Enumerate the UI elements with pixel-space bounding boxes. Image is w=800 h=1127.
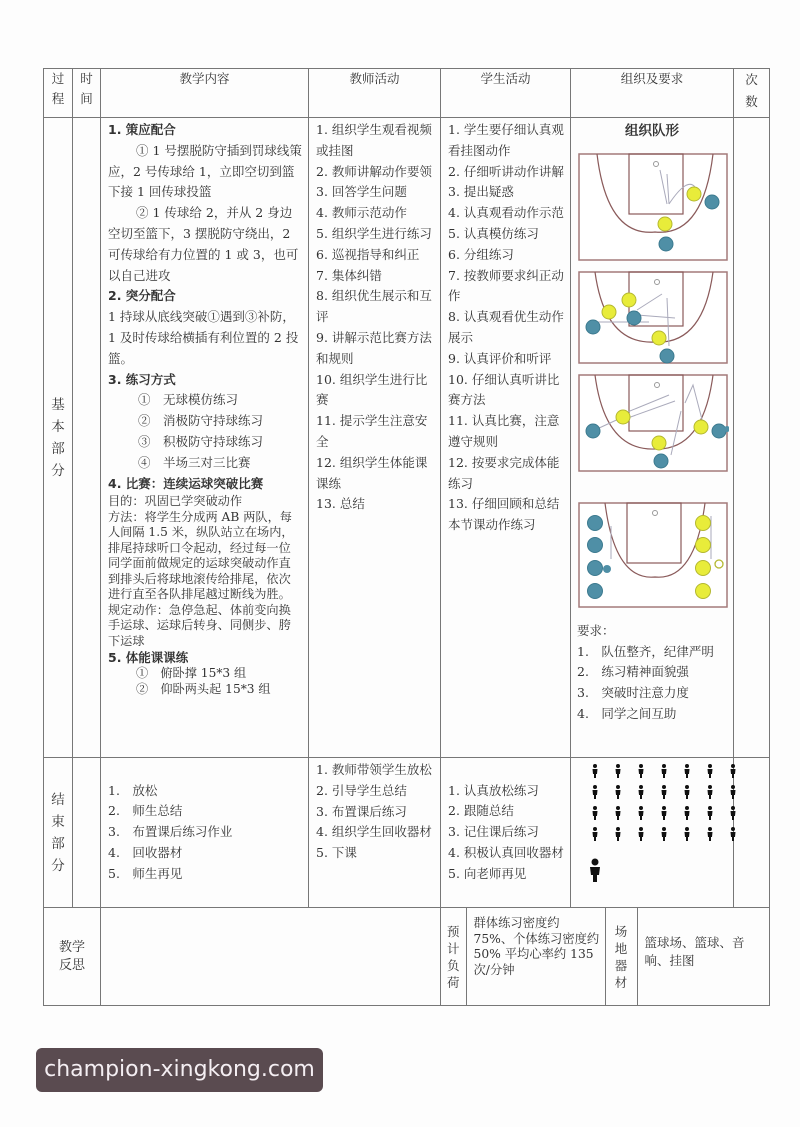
list-item: 13. 总结 [316,496,365,512]
section-title: 1. 策应配合 [108,122,176,137]
list-item: 13. 仔细回顾和总结本节课动作练习 [448,496,560,533]
student-icon [583,785,606,802]
student-icon [652,764,675,781]
header-teacher: 教师活动 [309,69,441,118]
paragraph: 目的：巩固已学突破动作 [108,494,243,509]
list-item: ③ 积极防守持球练习 [138,433,264,449]
student-icon [606,827,629,844]
student-icon [721,827,744,844]
load-text: 群体练习密度约 75%、个体练习密度约 50% 平均心率约 135 次/分钟 [466,908,605,1005]
list-item: 1. 教师带领学生放松 [316,762,432,777]
paragraph: 1 持球从底线突破①遇到③补防，1 及时传球给横插有利位置的 2 投篮。 [108,309,299,366]
list-item: 3. 记住课后练习 [448,824,539,840]
list-item: 3. 布置课后练习作业 [108,824,233,840]
student-icon [698,785,721,802]
list-item: 5. 师生再见 [108,865,183,881]
list-item: 8. 认真观看优生动作展示 [448,309,564,345]
section-title: 2. 突分配合 [108,288,176,304]
student-icon [698,827,721,844]
paragraph: 规定动作：急停急起、体前变向换手运球、运球后转身、同侧步、胯下运球 [108,602,291,648]
student-icon [675,785,698,802]
section-title: 5. 体能课课练 [108,650,189,666]
list-item: 3. 回答学生问题 [316,184,407,200]
student-icon [721,785,744,802]
section-title: 4. 比赛：连续运球突破比赛 [108,475,264,491]
list-item: 2. 师生总结 [108,803,183,819]
requirement-item: 4. 同学之间互助 [577,705,677,721]
student-icon [675,764,698,781]
basic-teacher-activities [309,118,441,758]
paragraph: ① 1 号摆脱防守插到罚球线策应，2 号传球给 1，立即空切到篮下接 1 回传球投篮 [108,142,302,200]
list-item: 9. 讲解示范比赛方法和规则 [316,329,432,366]
venue-text: 篮球场、篮球、音响、挂图 [644,935,745,968]
court-diagram-2 [577,270,729,365]
student-icon [629,764,652,781]
lesson-plan-table [43,68,770,1006]
end-time [73,758,101,908]
list-item: 4. 积极认真回收器材 [448,844,564,860]
watermark-badge: champion-xingkong.com [36,1048,323,1092]
requirement-item: 2. 练习精神面貌强 [577,664,689,680]
student-icon [698,806,721,823]
list-item: ④ 半场三对三比赛 [138,454,251,470]
list-item: ② 仰卧两头起 15*3 组 [136,681,271,696]
formation-title: 组织队形 [625,123,679,139]
list-item: 2. 引导学生总结 [316,782,407,798]
requirement-item: 3. 突破时注意力度 [577,685,689,701]
paragraph: ② 1 传球给 2，并从 2 身边空切至篮下，3 摆脱防守绕出，2 可传球给有力位置的 1 或 3，也可以自己进攻 [108,205,299,283]
student-icon [583,764,606,781]
list-item: 4. 教师示范动作 [316,205,407,221]
list-item: 10. 仔细认真听讲比赛方法 [448,371,560,408]
end-section-label: 结束部分 [44,758,73,908]
list-item: 2. 跟随总结 [448,803,514,819]
student-icon [606,785,629,802]
list-item: 5. 下课 [316,845,357,861]
list-item: 4. 认真观看动作示范 [448,205,564,221]
student-icon [629,806,652,823]
student-formation-grid [583,764,725,844]
header-content: 教学内容 [101,69,309,118]
end-teacher-activities [309,758,441,908]
list-item: 8. 组织优生展示和互评 [316,288,432,325]
list-item: 5. 组织学生进行练习 [316,225,432,241]
header-count: 次数 [734,69,770,118]
list-item: ② 消极防守持球练习 [138,413,264,429]
student-icon [629,827,652,844]
list-item: 11. 认真比赛，注意遵守规则 [448,413,560,449]
load-venue-table [441,908,769,1005]
list-item: 5. 认真模仿练习 [448,225,539,241]
student-icon [583,806,606,823]
end-content [101,758,309,908]
list-item: 1. 放松 [108,782,158,798]
court-diagram-4 [577,501,729,609]
student-icon [721,806,744,823]
end-student-activities [441,758,571,908]
student-icon [652,806,675,823]
list-item: ① 无球模仿练习 [138,392,239,408]
basic-time [73,118,101,758]
list-item: 4. 回收器材 [108,844,183,860]
section-title: 3. 练习方式 [108,371,176,387]
header-process: 过程 [44,69,73,118]
list-item: 2. 教师讲解动作要领 [316,163,432,179]
reflection-row [44,908,770,1006]
list-item: 12. 按要求完成体能练习 [448,454,560,491]
list-item: 1. 组织学生观看视频或挂图 [316,122,432,158]
requirements-title: 要求： [577,622,615,638]
student-icon [606,806,629,823]
end-formation [571,758,734,908]
paragraph: 方法：将学生分成两 AB 两队，每人间隔 1.5 米，纵队站立在场内，排尾持球听口令起动，经过每一位同学面前做规定的运球突破动作直到排头后将球地滚传给排尾，依次进行直至各队排尾越过断线为胜。 [108,509,294,602]
requirement-item: 1. 队伍整齐，纪律严明 [577,643,714,659]
reflection-label: 教学反思 [44,908,101,1006]
basic-section-row [44,118,770,758]
student-icon [675,827,698,844]
load-label: 预计负荷 [441,908,466,1005]
list-item: 3. 提出疑惑 [448,184,514,200]
list-item: ① 俯卧撑 15*3 组 [136,666,247,681]
list-item: 7. 按教师要求纠正动作 [448,267,564,304]
basic-student-activities [441,118,571,758]
end-section-row [44,758,770,908]
header-time: 时间 [73,69,101,118]
student-icon [721,764,744,781]
court-diagram-3 [577,373,729,473]
list-item: 6. 巡视指导和纠正 [316,246,420,262]
list-item: 7. 集体纠错 [316,267,382,283]
list-item: 1. 认真放松练习 [448,782,539,798]
list-item: 12. 组织学生体能课课练 [316,454,428,491]
student-icon [652,827,675,844]
header-student: 学生活动 [441,69,571,118]
list-item: 2. 仔细听讲动作讲解 [448,163,564,179]
reflection-content [101,908,441,1006]
venue-label: 场地器材 [605,908,637,1005]
list-item: 3. 布置课后练习 [316,803,407,819]
student-icon [629,785,652,802]
basic-organization [571,118,734,758]
basic-section-label: 基本部分 [44,118,73,758]
list-item: 11. 提示学生注意安全 [316,413,428,449]
list-item: 1. 学生要仔细认真观看挂图动作 [448,122,564,158]
student-icon [698,764,721,781]
student-icon [583,827,606,844]
basic-content [101,118,309,758]
list-item: 9. 认真评价和听评 [448,350,552,366]
court-diagram-1 [577,152,729,262]
header-row [44,69,770,118]
list-item: 5. 向老师再见 [448,865,527,881]
teacher-icon [589,858,725,889]
student-icon [652,785,675,802]
list-item: 10. 组织学生进行比赛 [316,371,428,408]
student-icon [606,764,629,781]
list-item: 6. 分组练习 [448,246,514,262]
student-icon [675,806,698,823]
list-item: 4. 组织学生回收器材 [316,824,432,840]
basic-count [734,118,770,758]
header-organization: 组织及要求 [571,69,734,118]
reflection-right [441,908,770,1006]
